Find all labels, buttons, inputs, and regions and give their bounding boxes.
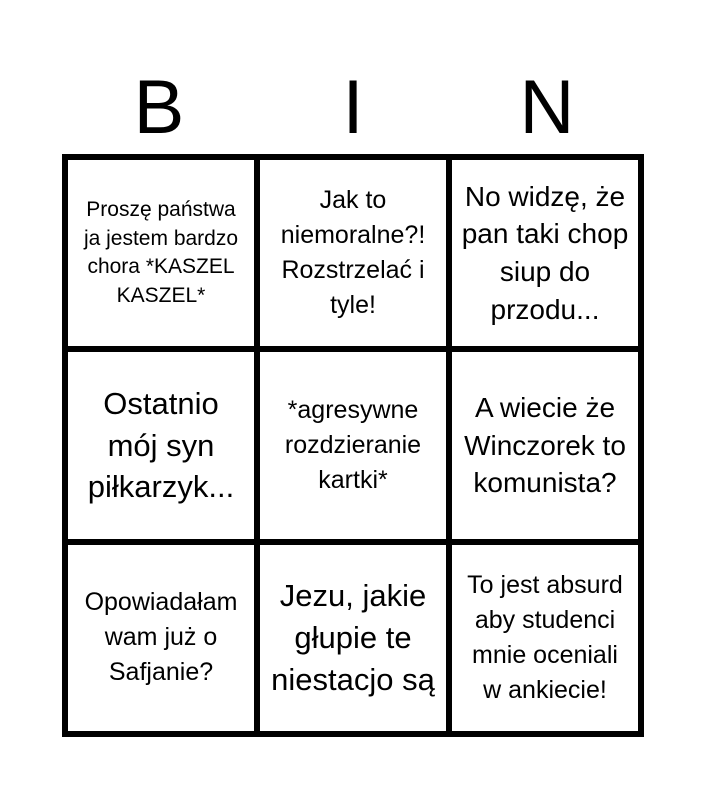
bingo-cell-7[interactable] bbox=[68, 545, 254, 731]
bingo-cell-8[interactable] bbox=[260, 545, 446, 731]
bingo-cell-1[interactable] bbox=[68, 160, 254, 346]
header-letter-b: B bbox=[133, 65, 185, 150]
bingo-cell-text: Ostatnio mój syn piłkarzyk... bbox=[87, 385, 235, 505]
bingo-cell-5[interactable] bbox=[260, 352, 446, 538]
bingo-cell-6[interactable] bbox=[452, 352, 638, 538]
bingo-cell-3[interactable] bbox=[452, 160, 638, 346]
bingo-header bbox=[62, 62, 644, 154]
bingo-cell-text: *agresywne rozdzieranie kartki* bbox=[284, 395, 422, 494]
bingo-cell-text: A wiecie że Winczorek to komunista? bbox=[464, 391, 626, 499]
header-letter-n: N bbox=[519, 65, 575, 150]
bingo-cell-text: Opowiadałam wam już o Safjanie? bbox=[84, 588, 238, 687]
bingo-grid bbox=[62, 154, 644, 737]
bingo-cell-2[interactable] bbox=[260, 160, 446, 346]
bingo-cell-text: No widzę, że pan taki chop siup do przodu... bbox=[461, 180, 629, 325]
bingo-cell-text: Proszę państwa ja jestem bardzo chora *KASZEL KASZEL* bbox=[83, 198, 239, 307]
bingo-cell-9[interactable] bbox=[452, 545, 638, 731]
bingo-cell-text: To jest absurd aby studenci mnie oceniali w ankiecie! bbox=[467, 570, 623, 704]
bingo-cell-text: Jezu, jakie głupie te niestacjo są bbox=[271, 578, 435, 697]
bingo-cell-text: Jak to niemoralne?! Rozstrzelać i tyle! bbox=[280, 186, 426, 320]
header-letter-i: I bbox=[342, 65, 364, 150]
bingo-cell-4[interactable] bbox=[68, 352, 254, 538]
